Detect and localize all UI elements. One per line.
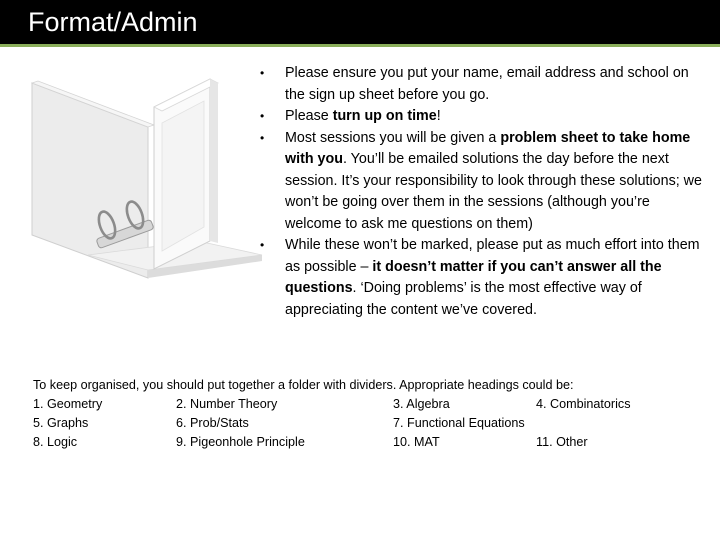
bullet-icon: • <box>260 130 265 145</box>
heading-item: 2. Number Theory <box>176 397 278 411</box>
heading-item: 6. Prob/Stats <box>176 416 249 430</box>
slide-title: Format/Admin <box>28 7 198 37</box>
headings-row <box>33 395 713 414</box>
bullet-text: Most sessions you will be given a <box>285 129 501 146</box>
bullet-text: Please <box>285 108 333 124</box>
heading-item: 3. Algebra <box>393 397 450 411</box>
admin-bullet-list <box>258 63 708 321</box>
bullet-text: Please ensure you put your name, email address and school on the sign up sheet before you go. <box>285 65 689 103</box>
heading-item: 8. Logic <box>33 435 78 449</box>
bullet-icon: • <box>260 238 265 252</box>
bullet-emphasis: it doesn’t matter if you can’t answer all the questions <box>285 258 662 296</box>
bullet-item <box>258 63 708 106</box>
heading-item: 1. Geometry <box>33 397 103 411</box>
bullet-item <box>258 235 708 321</box>
heading-item: 11. Other <box>536 435 588 449</box>
white-ring-binder-icon <box>28 65 264 285</box>
bullet-emphasis: problem sheet to take home with you <box>285 129 691 167</box>
bullet-text: . ‘Doing problems’ is the most effective way of appreciating the content we’ve covered. <box>285 280 642 318</box>
title-accent-line <box>0 44 720 47</box>
folder-instructions: To keep organised, you should put together a folder with dividers. Appropriate headings could be: <box>33 378 574 392</box>
heading-item: 7. Functional Equations <box>393 416 525 430</box>
headings-row <box>33 433 713 452</box>
heading-item: 4. Combinatorics <box>536 397 631 411</box>
bullet-text: While these won’t be marked, please put as much effort into them as possible – <box>285 237 700 275</box>
heading-item: 9. Pigeonhole Principle <box>176 435 305 449</box>
bullet-text: . You’ll be emailed solutions the day before the next session. It’s your responsibility to look through these solutions; we won’t be going over them in the sessions (although you’re welcome to ask me questions on them) <box>285 151 702 232</box>
bullet-text: ! <box>436 108 441 124</box>
heading-item: 10. MAT <box>393 435 440 449</box>
headings-row <box>33 414 713 433</box>
headings-grid <box>33 395 713 452</box>
bullet-emphasis: turn up on time <box>332 108 437 124</box>
heading-item: 5. Graphs <box>33 416 89 430</box>
bullet-item <box>258 106 708 128</box>
bullet-icon: • <box>260 109 265 123</box>
bullet-icon: • <box>260 66 265 80</box>
bullet-item <box>258 128 708 236</box>
